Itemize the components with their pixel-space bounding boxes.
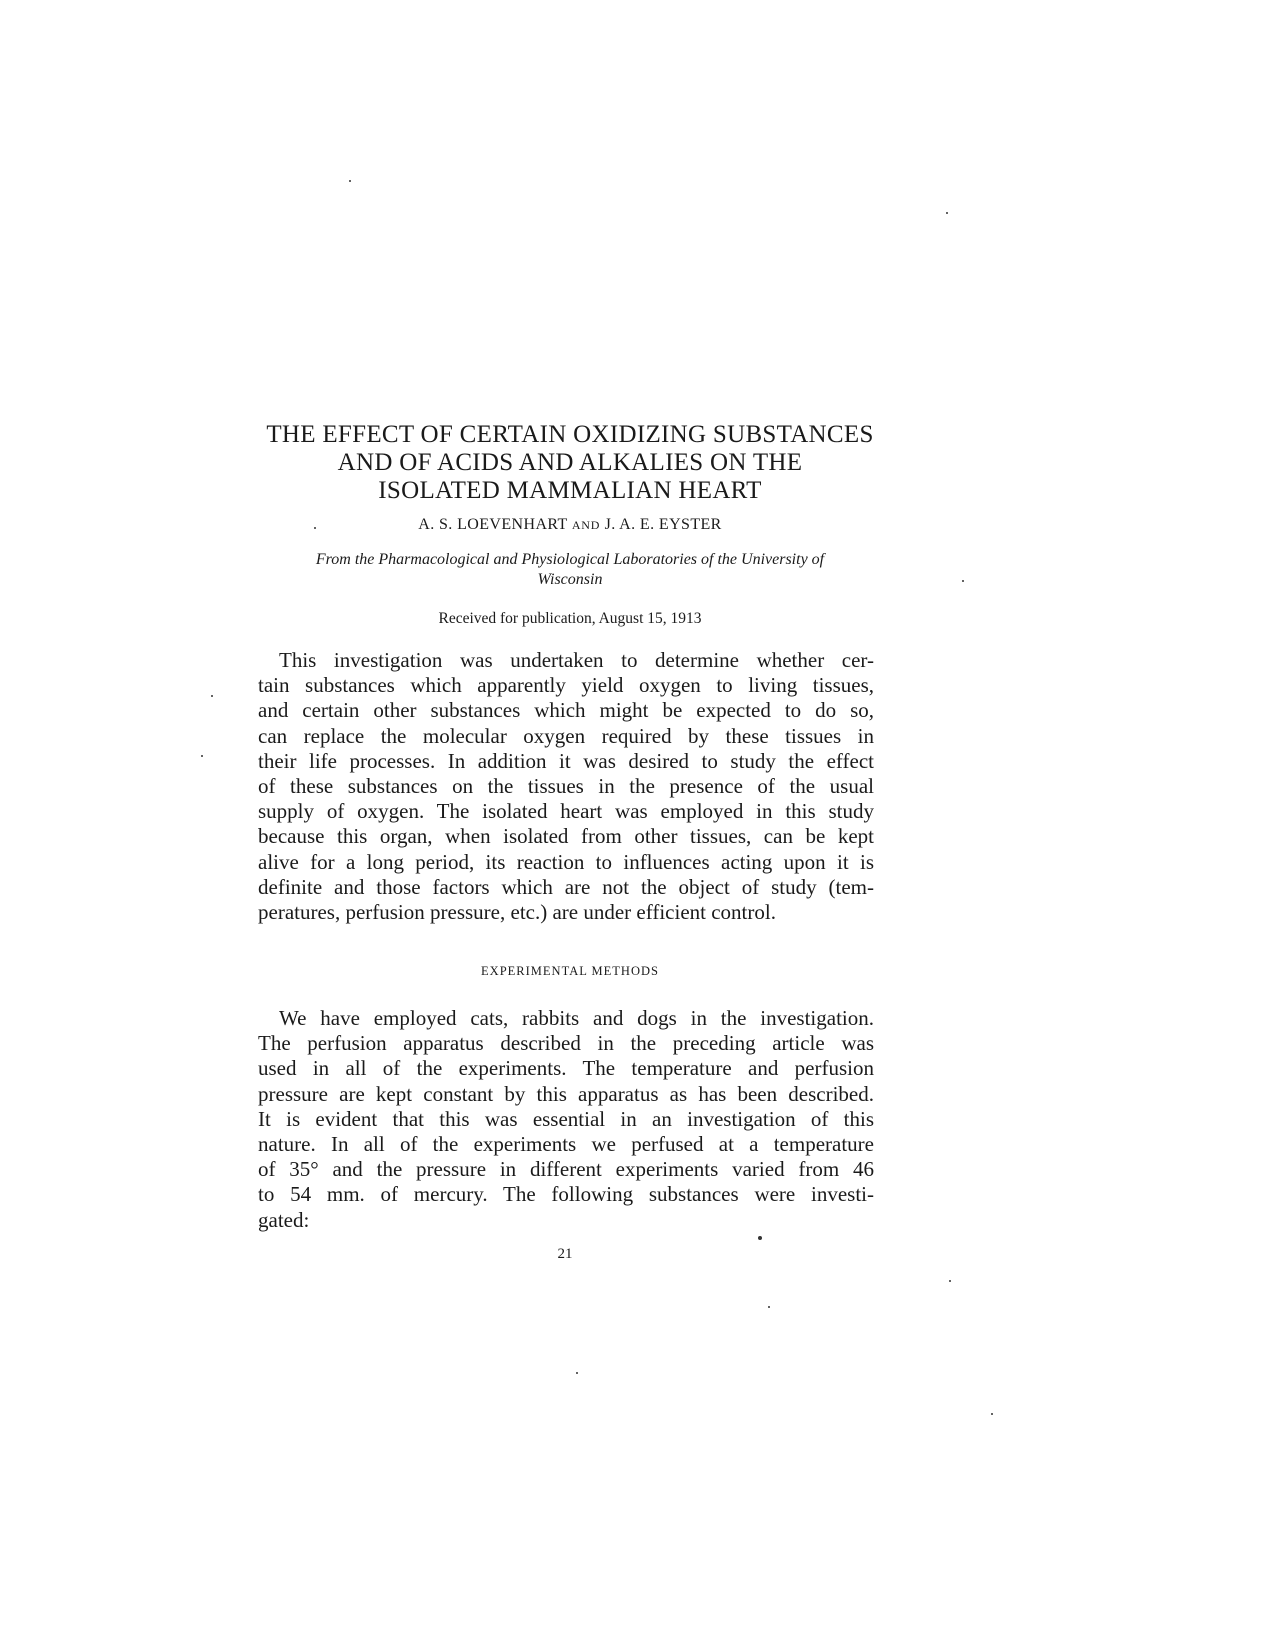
page-number: 21 xyxy=(557,1246,573,1262)
scan-speck xyxy=(768,1306,770,1308)
paragraph-line: their life processes. In addition it was desired to study the effect xyxy=(258,748,874,773)
paragraph-line: can replace the molecular oxygen required by these tissues in xyxy=(258,723,874,748)
title-line: THE EFFECT OF CERTAIN OXIDIZING SUBSTANCES xyxy=(266,421,874,448)
affiliation-line: Wisconsin xyxy=(537,571,603,588)
paragraph-line: definite and those factors which are not the object of study (tem- xyxy=(258,874,874,899)
methods-paragraph xyxy=(258,1006,874,1233)
section-heading: EXPERIMENTAL METHODS xyxy=(481,964,659,978)
paragraph-line: This investigation was undertaken to determine whether cer- xyxy=(279,648,874,672)
scan-speck xyxy=(576,1372,578,1374)
article-title xyxy=(260,421,880,505)
scan-speck xyxy=(962,580,964,582)
title-line: ISOLATED MAMMALIAN HEART xyxy=(378,477,762,504)
scan-speck xyxy=(314,527,316,529)
affiliation-line: From the Pharmacological and Physiological Laboratories of the University of xyxy=(315,551,825,568)
paragraph-line: nature. In all of the experiments we perfused at a temperature xyxy=(258,1132,874,1157)
paragraph-line: peratures, perfusion pressure, etc.) are under efficient control. xyxy=(258,900,776,925)
author-conjunction: AND xyxy=(571,518,601,532)
scan-speck xyxy=(211,695,213,697)
scan-speck xyxy=(201,755,203,757)
paragraph-line: of 35° and the pressure in different experiments varied from 46 xyxy=(258,1157,874,1182)
paragraph-line: It is evident that this was essential in an investigation of this xyxy=(258,1106,874,1131)
scan-speck xyxy=(991,1413,993,1415)
scan-speck xyxy=(349,180,351,182)
paragraph-line: and certain other substances which might be expected to do so, xyxy=(258,698,874,723)
intro-paragraph xyxy=(258,648,874,925)
paragraph-line: pressure are kept constant by this apparatus as has been described. xyxy=(258,1081,874,1106)
scan-speck xyxy=(758,1236,762,1240)
paragraph-line: to 54 mm. of mercury. The following substances were investi- xyxy=(258,1182,874,1207)
paragraph-line: The perfusion apparatus described in the preceding article was xyxy=(258,1031,874,1056)
author-name: J. A. E. EYSTER xyxy=(604,516,722,533)
paragraph-line: We have employed cats, rabbits and dogs in the investigation. xyxy=(279,1006,874,1030)
title-line: AND OF ACIDS AND ALKALIES ON THE xyxy=(337,449,803,476)
paragraph-line: tain substances which apparently yield oxygen to living tissues, xyxy=(258,673,874,698)
paragraph-line: supply of oxygen. The isolated heart was employed in this study xyxy=(258,799,874,824)
scan-speck xyxy=(949,1280,951,1282)
author-line xyxy=(260,516,880,534)
author-name: A. S. LOEVENHART xyxy=(418,516,568,533)
scan-speck xyxy=(946,212,948,214)
paragraph-line: of these substances on the tissues in the presence of the usual xyxy=(258,774,874,799)
paragraph-line: because this organ, when isolated from other tissues, can be kept xyxy=(258,824,874,849)
received-date: Received for publication, August 15, 1913 xyxy=(438,610,702,627)
paragraph-line: used in all of the experiments. The temperature and perfusion xyxy=(258,1056,874,1081)
paragraph-line: alive for a long period, its reaction to influences acting upon it is xyxy=(258,849,874,874)
paragraph-line: gated: xyxy=(258,1207,310,1232)
affiliation xyxy=(270,550,870,590)
